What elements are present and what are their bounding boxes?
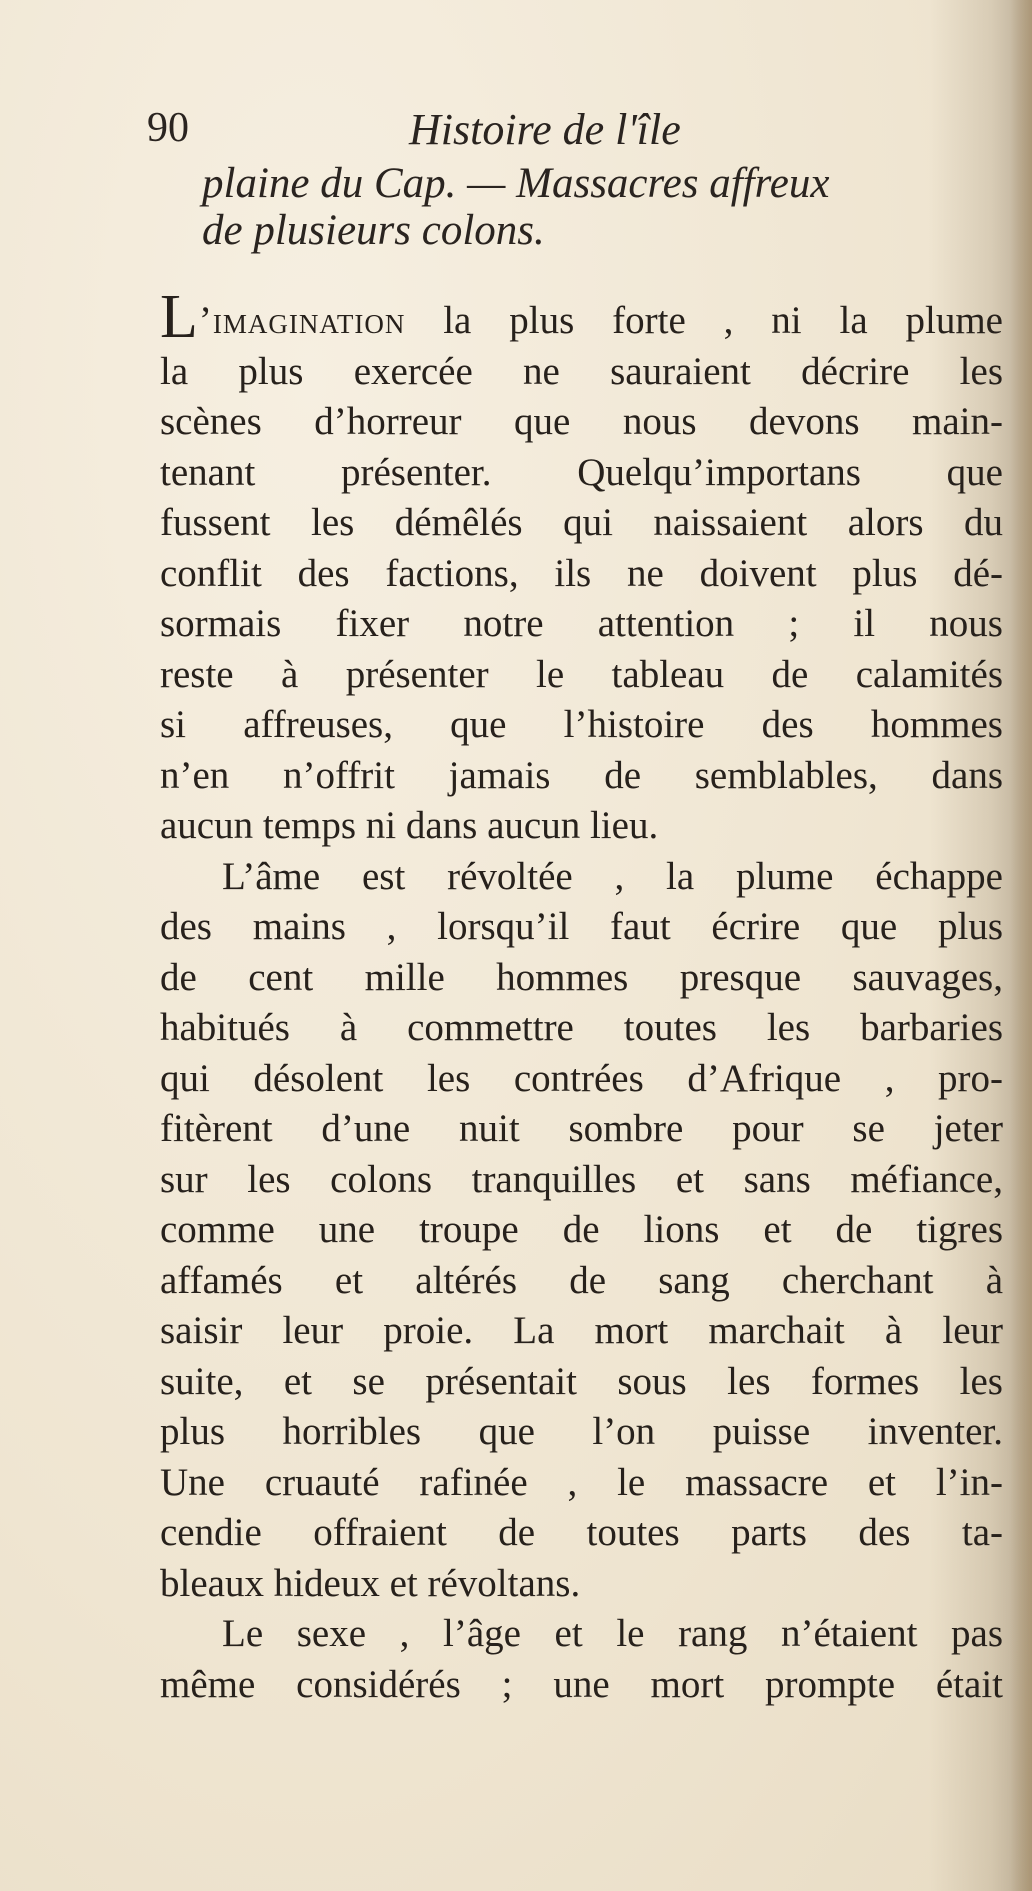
drop-cap: L: [160, 283, 199, 351]
paragraph-1-first-line: [160, 283, 1003, 351]
text-line: bleaux hideux et révoltans.: [160, 1561, 581, 1605]
text-line: sormais fixer notre attention ; il nous: [160, 602, 1003, 645]
page-edge-shadow: [1010, 0, 1032, 1891]
chapter-summary: [202, 160, 1002, 254]
text-line: conflit des factions, ils ne doivent plus dé-: [160, 551, 1003, 595]
running-title: Histoire de l'île: [409, 105, 681, 154]
text-line: comme une troupe de lions et de tigres: [160, 1208, 1003, 1251]
body-text: [160, 283, 1003, 1710]
text-line: suite, et se présentait sous les formes les: [160, 1359, 1003, 1403]
text-line: Une cruauté rafinée , le massacre et l’in-: [160, 1460, 1003, 1504]
text-line: fussent les démêlés qui naissaient alors du: [160, 501, 1003, 544]
summary-line: plaine du Cap. — Massacres affreux: [202, 160, 830, 207]
text-line: habitués à commettre toutes les barbaries: [160, 1006, 1003, 1049]
text-line: scènes d’horreur que nous devons main-: [160, 400, 1003, 443]
text-line: si affreuses, que l’histoire des hommes: [160, 703, 1003, 746]
text-line: de cent mille hommes presque sauvages,: [160, 955, 1003, 999]
text-line: n’en n’offrit jamais de semblables, dans: [160, 753, 1003, 797]
text-line: qui désolent les contrées d’Afrique , pro-: [160, 1056, 1003, 1100]
page-header: [147, 104, 1007, 164]
page-number: 90: [147, 105, 189, 151]
paragraph-2-first-line: L’âme est révoltée , la plume échappe: [222, 854, 1003, 898]
text-line: des mains , lorsqu’il faut écrire que plus: [160, 905, 1003, 948]
text-line: plus horribles que l’on puisse inventer.: [160, 1410, 1003, 1453]
opening-word: ’imagination: [198, 299, 406, 342]
paragraph-3-first-line: Le sexe , l’âge et le rang n’étaient pas: [222, 1612, 1003, 1655]
first-line-rest: la plus forte , ni la plume: [405, 299, 1003, 342]
text-line: affamés et altérés de sang cherchant à: [160, 1258, 1003, 1302]
text-line: sur les colons tranquilles et sans méfiance,: [160, 1157, 1003, 1201]
text-line: saisir leur proie. La mort marchait à leur: [160, 1309, 1003, 1352]
text-line: tenant présenter. Quelqu’importans que: [160, 450, 1003, 494]
text-line: aucun temps ni dans aucun lieu.: [160, 804, 659, 847]
text-line: fitèrent d’une nuit sombre pour se jeter: [160, 1107, 1003, 1150]
text-line: même considérés ; une mort prompte était: [160, 1662, 1003, 1706]
text-line: reste à présenter le tableau de calamités: [160, 652, 1003, 696]
text-line: la plus exercée ne sauraient décrire les: [160, 349, 1003, 393]
text-line: cendie offraient de toutes parts des ta-: [160, 1511, 1003, 1554]
summary-line: de plusieurs colons.: [202, 207, 545, 254]
